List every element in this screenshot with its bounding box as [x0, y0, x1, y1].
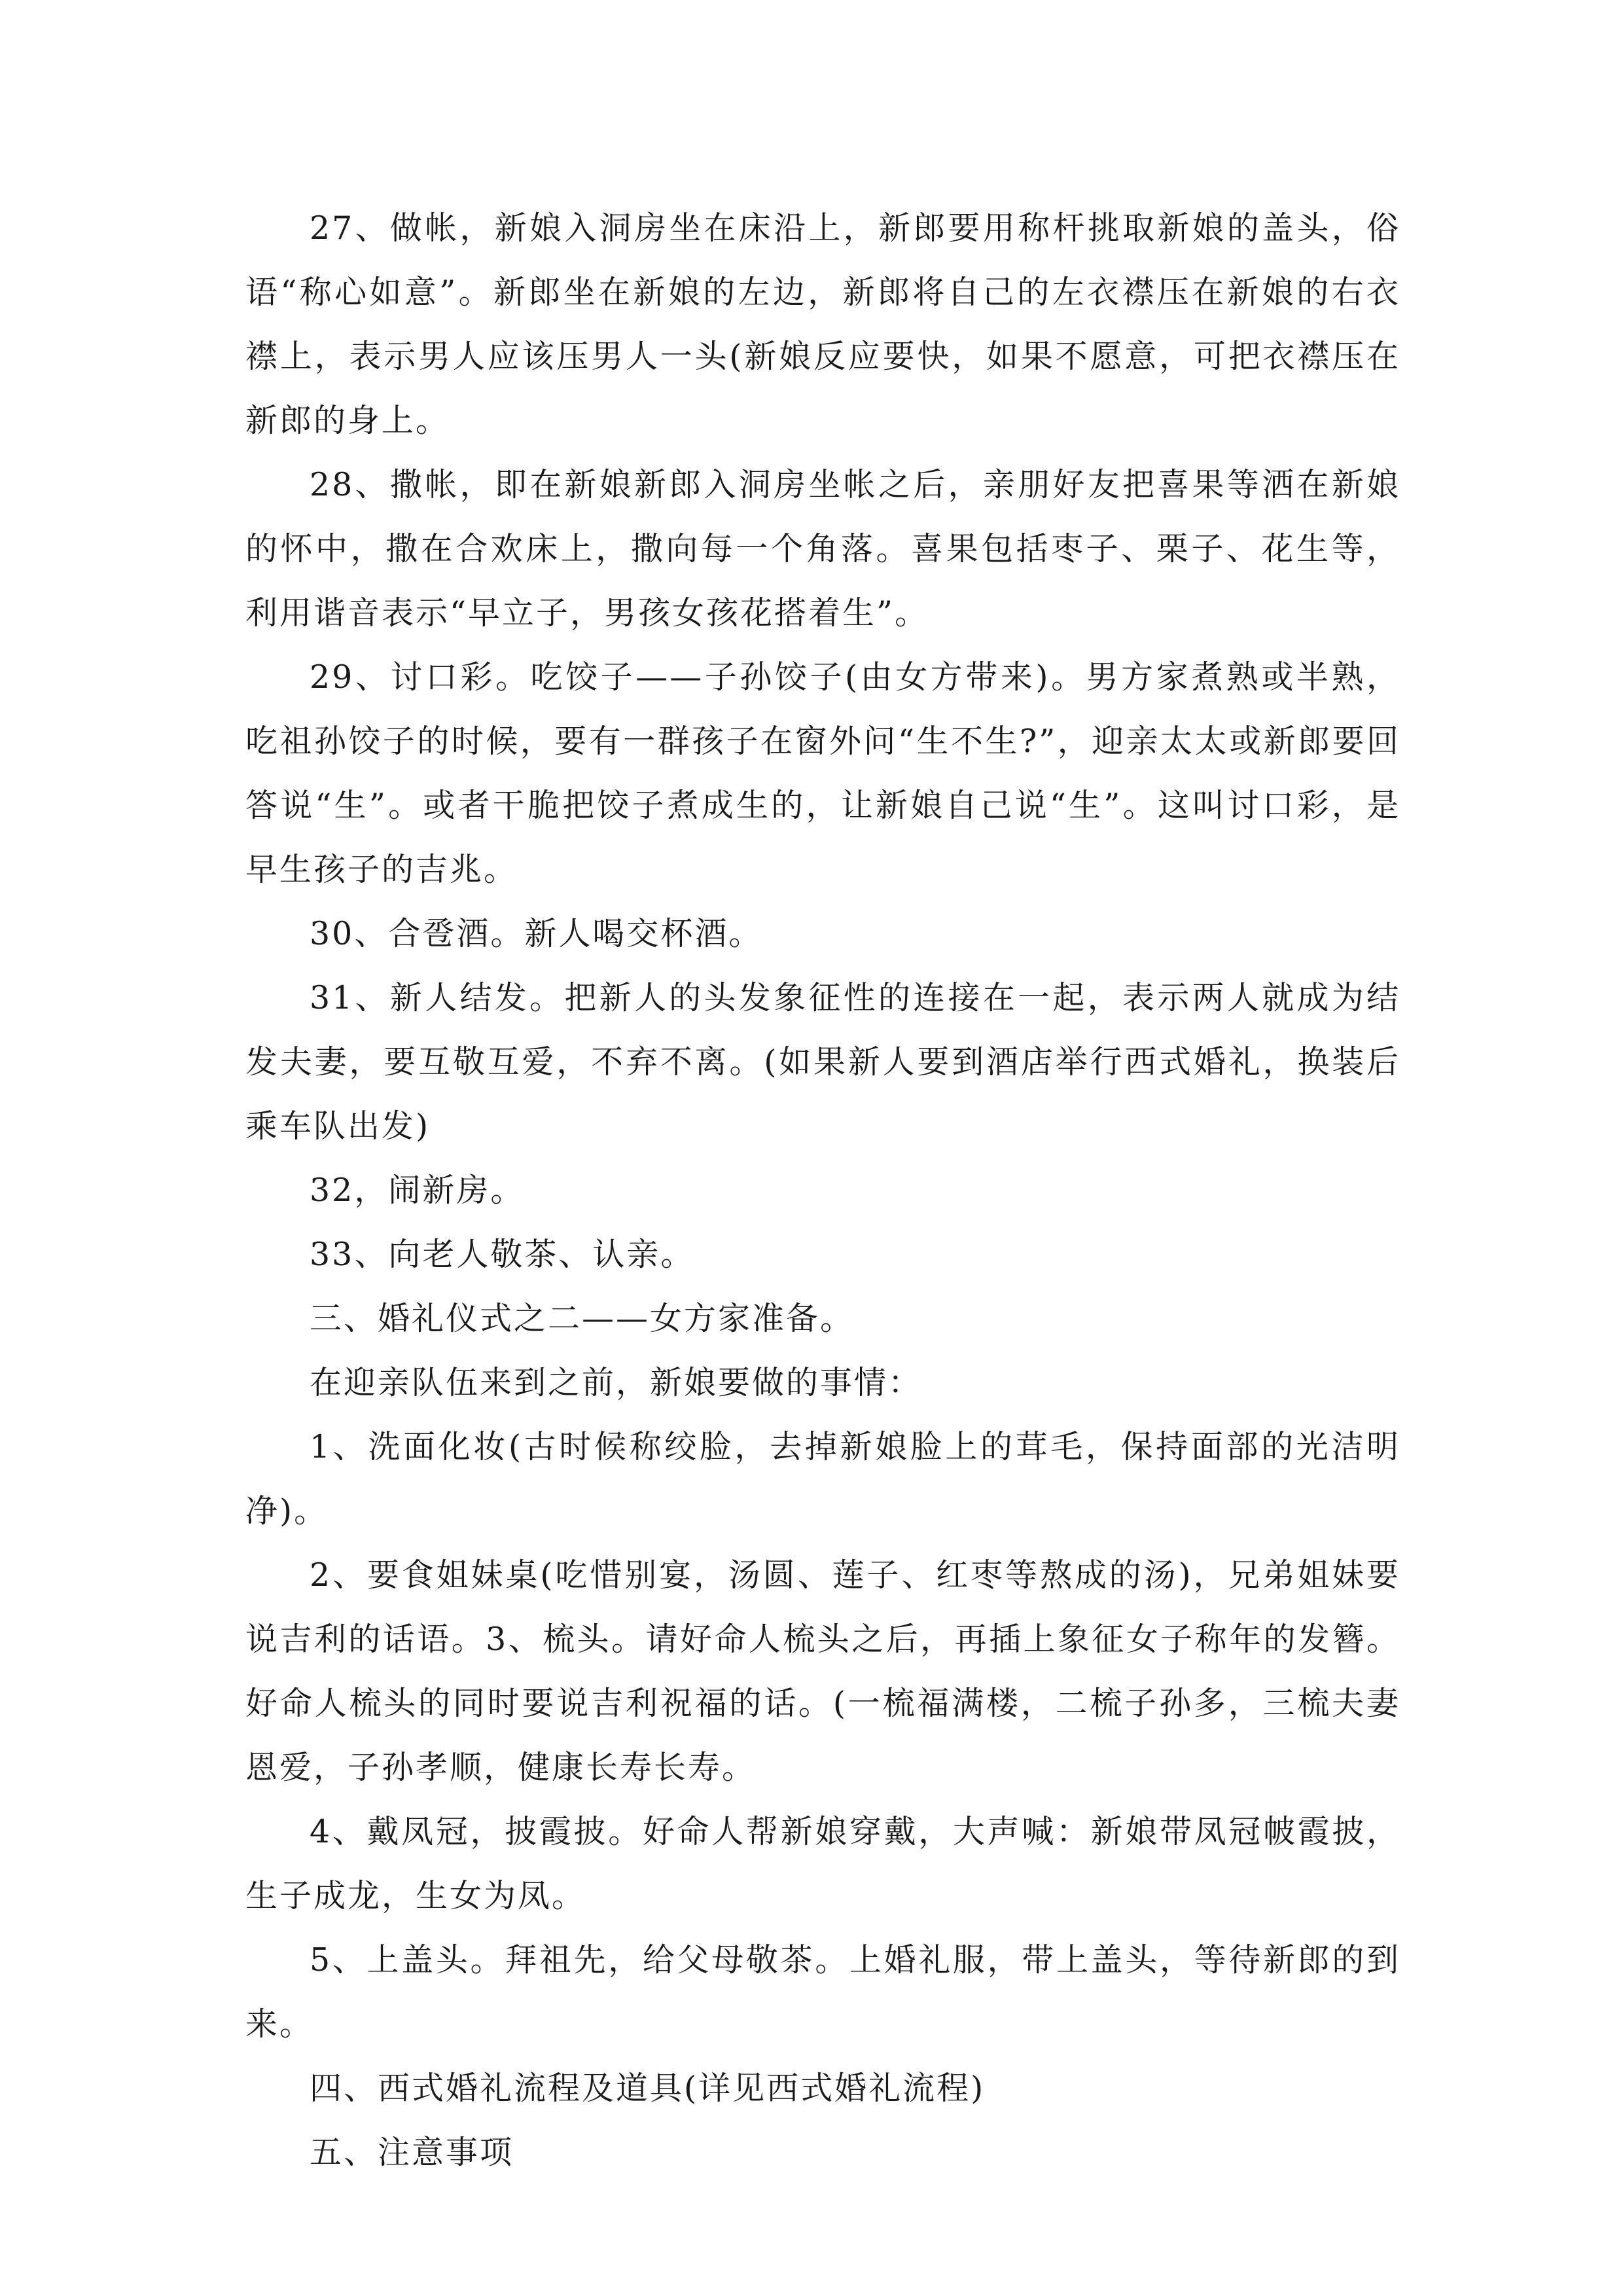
- paragraph-30-hejinjiu: 30、合卺酒。新人喝交杯酒。: [310, 915, 763, 952]
- paragraph-28-sazhang: 28、撒帐，即在新娘新郎入洞房坐帐之后，亲朋好友把喜果等洒在新娘的怀中，撒在合欢床上，撒向每一个角落。喜果包括枣子、栗子、花生等，利用谐音表示“早立子，男孩女孩花搭着生”。: [245, 466, 1400, 632]
- paragraph-29-taokoucai: 29、讨口彩。吃饺子——子孙饺子(由女方带来)。男方家煮熟或半熟，吃祖孙饺子的时候，要有一群孩子在窗外问“生不生?”，迎亲太太或新郎要回答说“生”。或者干脆把饺子煮成生的，让新娘自己说“生”。这叫讨口彩，是早生孩子的吉兆。: [245, 658, 1400, 888]
- paragraph-32-naoxinfang: 32，闹新房。: [310, 1172, 525, 1209]
- paragraph-2-3-jiemeizhuo-shutou: 2、要食姐妹桌(吃惜别宴，汤圆、莲子、红枣等熬成的汤)，兄弟姐妹要说吉利的话语。3、梳头。请好命人梳头之后，再插上象征女子称年的发簪。好命人梳头的同时要说吉利祝福的话。(一梳福满楼，二梳子孙多，三梳夫妻恩爱，子孙孝顺，健康长寿长寿。: [245, 1556, 1400, 1786]
- section-heading-3: 三、婚礼仪式之二——女方家准备。: [310, 1300, 855, 1337]
- section-heading-5: 五、注意事项: [310, 2134, 514, 2171]
- paragraph-27-zuozhang: 27、做帐，新娘入洞房坐在床沿上，新郎要用称杆挑取新娘的盖头，俗语“称心如意”。新郎坐在新娘的左边，新郎将自己的左衣襟压在新娘的右衣襟上，表示男人应该压男人一头(新娘反应要快，如果不愿意，可把衣襟压在新郎的身上。: [245, 209, 1400, 439]
- paragraph-1-huazhuang: 1、洗面化妆(古时候称绞脸，去掉新娘脸上的茸毛，保持面部的光洁明净)。: [245, 1428, 1400, 1530]
- paragraph-33-jingcha: 33、向老人敬茶、认亲。: [310, 1236, 695, 1273]
- paragraph-bride-intro: 在迎亲队伍来到之前，新娘要做的事情：: [310, 1364, 923, 1401]
- section-heading-4: 四、西式婚礼流程及道具(详见西式婚礼流程): [310, 2070, 986, 2107]
- paragraph-31-jiefa: 31、新人结发。把新人的头发象征性的连接在一起，表示两人就成为结发夫妻，要互敬互爱，不弃不离。(如果新人要到酒店举行西式婚礼，换装后乘车队出发): [245, 979, 1400, 1145]
- document-body: [245, 196, 1400, 2185]
- paragraph-5-gaitou: 5、上盖头。拜祖先，给父母敬茶。上婚礼服，带上盖头，等待新郎的到来。: [245, 1941, 1400, 2043]
- paragraph-4-fengguan: 4、戴凤冠，披霞披。好命人帮新娘穿戴，大声喊：新娘带凤冠帔霞披，生子成龙，生女为凤。: [245, 1813, 1400, 1914]
